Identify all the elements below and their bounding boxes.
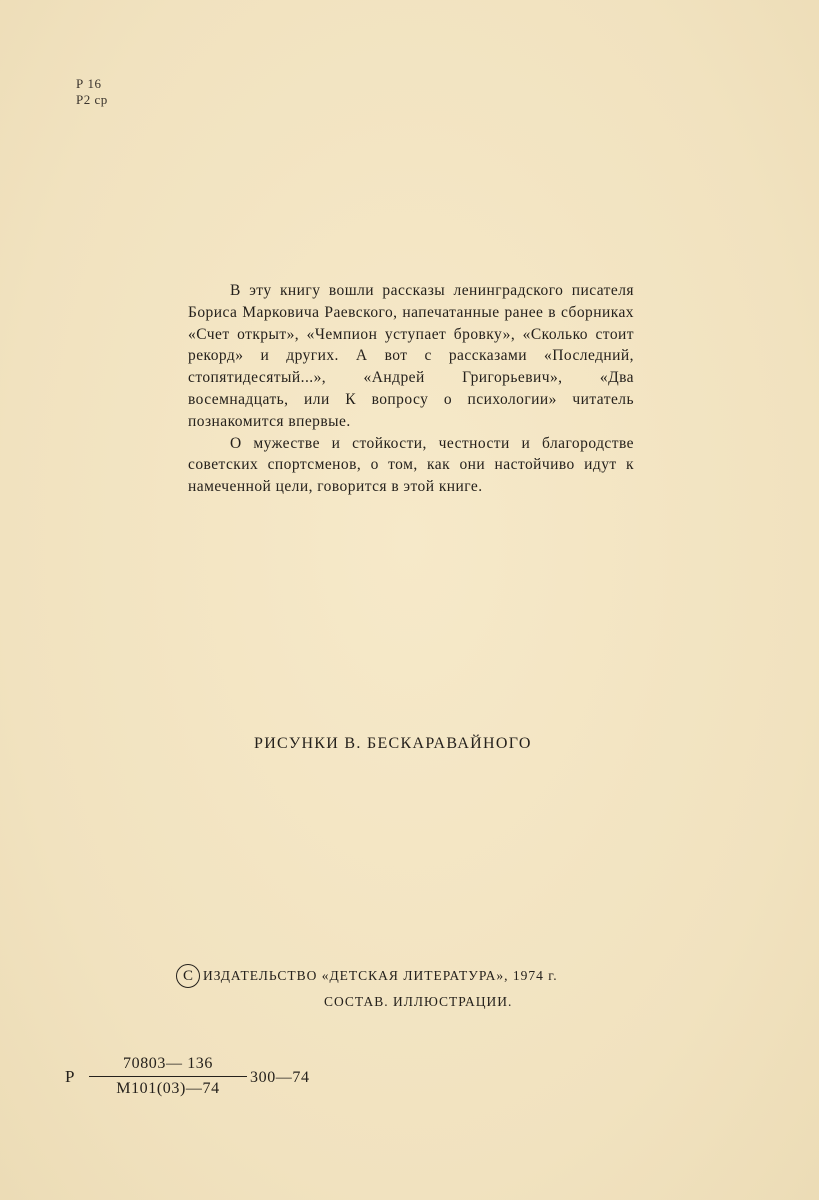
illustrator-credit: РИСУНКИ В. БЕСКАРАВАЙНОГО (254, 735, 532, 752)
copyright-notice (176, 964, 666, 1010)
copyright-line-1 (176, 964, 666, 988)
annotation-paragraph-2: О мужестве и стойкости, честности и благородстве советских спортсменов, о том, как они настойчиво идут к намеченной цели, говорится в этой книге. (188, 434, 634, 496)
bbk-line-1: Р 16 (76, 76, 102, 91)
bbk-classification (76, 76, 108, 108)
copyright-line-2: СОСТАВ. ИЛЛЮСТРАЦИИ. (324, 994, 513, 1009)
copyright-icon: C (176, 964, 200, 988)
index-tail: 300—74 (250, 1069, 310, 1086)
index-denominator: М101(03)—74 (116, 1080, 220, 1098)
index-numerator: 70803— 136 (123, 1055, 213, 1072)
copyright-publisher: ИЗДАТЕЛЬСТВО «ДЕТСКАЯ ЛИТЕРАТУРА», 1974 г. (203, 968, 558, 983)
annotation-paragraph-1: В эту книгу вошли рассказы ленинградского писателя Бориса Марковича Раевского, напечатанные ранее в сборниках «Счет открыт», «Чемпион уступает бровку», «Сколько стоит рекорд» и других. А вот с рассказами «Последний, стопятидесятый...», «Андрей Григорьевич», «Два восемнадцать, или К вопросу о психологии» читатель познакомится впервые. (188, 282, 634, 430)
index-fraction (89, 1055, 247, 1098)
book-annotation (188, 280, 634, 498)
index-letter: Р (65, 1067, 75, 1086)
fraction-bar (89, 1076, 247, 1077)
bbk-line-2: Р2 ср (76, 92, 108, 107)
